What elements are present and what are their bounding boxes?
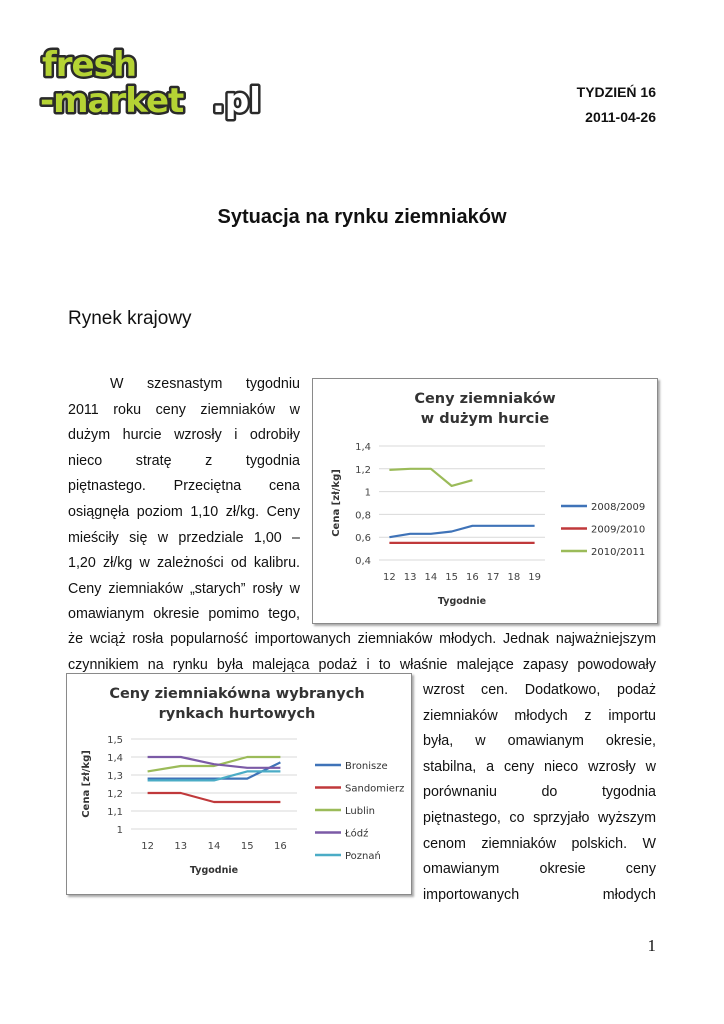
text-line: wzrost cen. Dodatkowo, podaż — [423, 682, 656, 698]
text-line: Ceny ziemniaków „starych” rosły w — [68, 580, 300, 597]
paragraph-2 — [423, 678, 656, 908]
x-tick-label: 12 — [141, 841, 154, 852]
text-line: osiągnęła poziom 1,10 zł/kg. Ceny — [68, 503, 300, 520]
text-line: omawianym okresie pomimo tego, — [68, 606, 300, 623]
chart-title: Ceny ziemniakówna wybranych — [109, 686, 365, 702]
week-label: TYDZIEŃ 16 — [576, 84, 656, 100]
text-line: ziemniaków młodych z importu — [423, 707, 656, 724]
y-tick-label: 1,4 — [107, 753, 123, 764]
legend-label: 2010/2011 — [591, 547, 646, 558]
text-line: czynnikiem na rynku była malejąca podaż i to właśnie malejące zapasy powodowały — [68, 656, 656, 673]
text-line: mieściły się w przedziale 1,00 – — [68, 529, 300, 546]
text-line: była, w omawianym okresie, — [423, 733, 656, 750]
y-tick-label: 1,3 — [107, 771, 123, 782]
x-tick-label: 18 — [507, 572, 521, 583]
x-tick-label: 12 — [383, 572, 396, 583]
series-line-0 — [389, 526, 534, 537]
legend-label: Łódź — [345, 828, 369, 840]
text-line: W szesnastym tygodniu — [110, 376, 300, 392]
legend-label: Poznań — [345, 851, 381, 862]
x-tick-label: 17 — [486, 572, 500, 583]
y-tick-label: 0,4 — [355, 556, 371, 567]
series-line-1 — [148, 793, 281, 802]
y-tick-label: 1,1 — [107, 807, 123, 818]
y-tick-label: 1,4 — [355, 442, 371, 453]
text-line: że wciąż rosła popularność importowanych ziemniaków młodych. Jednak najważniejszym — [68, 631, 656, 647]
text-line: 1,20 zł/kg w zależności od kalibru. — [68, 555, 300, 572]
y-tick-label: 1,2 — [107, 789, 123, 800]
y-tick-label: 1,5 — [107, 735, 123, 746]
series-line-2 — [389, 469, 472, 486]
y-tick-label: 0,6 — [355, 533, 371, 545]
x-tick-label: 15 — [445, 572, 458, 583]
paragraph-1 — [68, 372, 300, 628]
legend-label: Lublin — [345, 806, 375, 817]
legend-label: Sandomierz — [345, 783, 405, 795]
text-line: porównaniu do tygodnia — [423, 784, 656, 801]
y-tick-label: 0,8 — [355, 510, 371, 522]
y-axis-label: Cena [zł/kg] — [81, 750, 92, 818]
chart-wholesale-prices-svg — [313, 379, 657, 623]
text-line: omawianym okresie ceny — [423, 861, 656, 878]
document-title: Sytuacja na rynku ziemniaków — [217, 206, 507, 228]
y-axis-label: Cena [zł/kg] — [331, 469, 342, 537]
chart-regional-markets-svg — [67, 674, 411, 894]
logo-line1: fresh — [42, 45, 137, 85]
chart-title: w dużym hurcie — [420, 411, 550, 427]
paragraph-full — [68, 627, 656, 678]
section-heading: Rynek krajowy — [68, 308, 192, 329]
legend-label: 2008/2009 — [591, 502, 646, 513]
legend-label: 2009/2010 — [591, 524, 646, 536]
x-axis-label: Tygodnie — [189, 865, 239, 876]
text-line: piętnastego. Przeciętna cena — [68, 478, 300, 495]
x-tick-label: 14 — [424, 572, 438, 583]
x-tick-label: 13 — [403, 572, 417, 583]
page-number: 1 — [647, 936, 656, 955]
y-tick-label: 1 — [116, 825, 123, 836]
text-line: dużym hurcie wzrosły i odrobiły — [68, 427, 300, 444]
text-line: importowanych młodych — [423, 886, 656, 903]
x-tick-label: 13 — [174, 841, 188, 852]
x-tick-label: 16 — [466, 572, 479, 583]
text-line: cenom ziemniaków polskich. W — [423, 835, 656, 852]
x-tick-label: 16 — [274, 841, 287, 852]
logo-suffix: .pl — [212, 81, 261, 121]
x-tick-label: 14 — [207, 841, 221, 852]
fresh-market-logo — [38, 44, 270, 122]
chart-wholesale-prices — [312, 378, 658, 624]
chart-title: Ceny ziemniaków — [414, 391, 556, 407]
y-tick-label: 1,2 — [355, 464, 371, 476]
x-tick-label: 19 — [528, 572, 541, 583]
text-line: nieco stratę z tygodnia — [68, 452, 300, 469]
chart-regional-markets — [66, 673, 412, 895]
x-axis-label: Tygodnie — [437, 596, 487, 607]
legend-label: Bronisze — [345, 761, 388, 772]
x-tick-label: 15 — [240, 841, 254, 852]
logo-line2: -market — [40, 81, 184, 121]
text-line: 2011 roku ceny ziemniaków w — [68, 401, 300, 418]
chart-title: rynkach hurtowych — [158, 706, 316, 722]
date-label: 2011-04-26 — [585, 109, 656, 125]
y-tick-label: 1 — [364, 487, 371, 499]
text-line: piętnastego, co sprzyjało wyższym — [423, 809, 656, 826]
text-line: stabilna, a ceny nieco wzrosły w — [423, 758, 656, 775]
